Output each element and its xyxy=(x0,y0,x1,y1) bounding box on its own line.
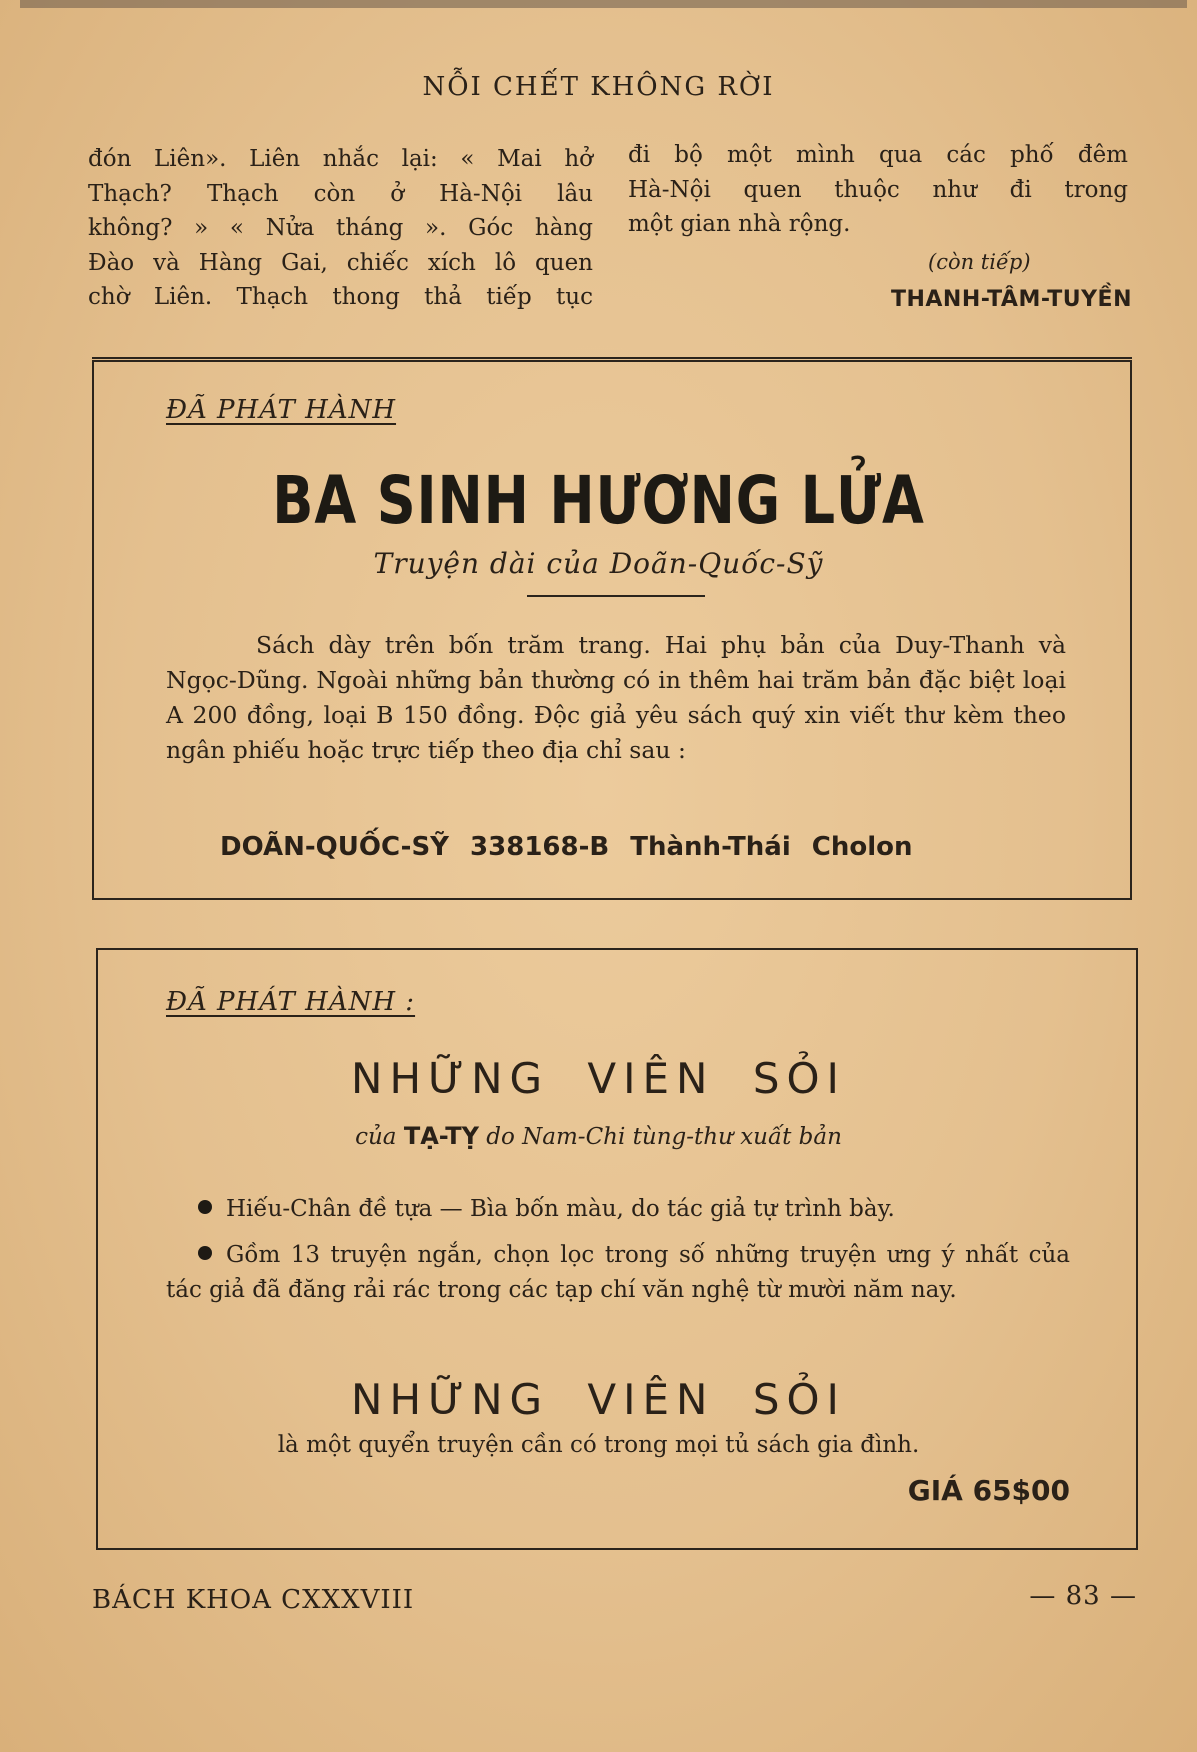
article-right-column xyxy=(628,138,1128,242)
article-line: Hà-Nội quen thuộc như đi trong xyxy=(628,176,1128,203)
footer-page-number: — 83 — xyxy=(1029,1581,1137,1611)
article-left-column xyxy=(88,142,593,315)
ad1-paragraph-text: Sách dày trên bốn trăm trang. Hai phụ bản của Duy-Thanh và Ngọc-Dũng. Ngoài những bản thường có in thêm hai trăm bản đặc biệt loại A 200 đồng, loại B 150 đồng. Độc giả yêu sách quý xin viết thư kèm theo ngân phiếu hoặc trực tiếp theo địa chỉ sau : xyxy=(166,631,1066,764)
ad2-byline-author: TẠ-TỴ xyxy=(403,1122,479,1150)
article-line: Đào và Hàng Gai, chiếc xích lô quen xyxy=(88,249,593,276)
ad1-title: BA SINH HƯƠNG LỬA xyxy=(272,462,925,539)
article-author: THANH-TÂM-TUYỀN xyxy=(890,287,1132,312)
ad2-byline-post: do Nam-Chi tùng-thư xuất bản xyxy=(486,1124,842,1150)
article-line: chờ Liên. Thạch thong thả tiếp tục xyxy=(88,284,593,310)
ad1-top-rule xyxy=(92,357,1132,359)
ad1-paragraph xyxy=(166,628,1066,768)
ad2-bullet-text: Hiếu-Chân đề tựa — Bìa bốn màu, do tác giả tự trình bày. xyxy=(226,1196,895,1222)
footer-publication: BÁCH KHOA CXXXVIII xyxy=(92,1585,415,1615)
ad1-byline-rule xyxy=(527,595,705,597)
continued-note: (còn tiếp) xyxy=(928,250,1031,274)
ad2-label: ĐÃ PHÁT HÀNH : xyxy=(166,987,416,1017)
running-header: NỖI CHẾT KHÔNG RỜI xyxy=(422,72,775,102)
ad2-bullet-text: Gồm 13 truyện ngắn, chọn lọc trong số những truyện ưng ý nhất của tác giả đã đăng rải rác trong các tạp chí văn nghệ từ mười năm nay. xyxy=(166,1242,1070,1303)
ad2-byline-pre: của xyxy=(355,1124,397,1150)
bullet-dot-icon xyxy=(198,1200,212,1214)
article-line: Thạch? Thạch còn ở Hà-Nội lâu xyxy=(88,180,593,207)
article-line: không? » « Nửa tháng ». Góc hàng xyxy=(88,215,593,241)
ad2-byline xyxy=(0,1122,1197,1150)
ad1-byline: Truyện dài của Doãn-Quốc-Sỹ xyxy=(373,547,824,580)
ad2-bullet-item xyxy=(166,1238,1070,1308)
ad1-address: DOÃN-QUỐC-SỸ 338168-B Thành-Thái Cholon xyxy=(220,832,913,862)
ad2-tagline: là một quyển truyện cần có trong mọi tủ sách gia đình. xyxy=(277,1432,920,1458)
ad2-price: GIÁ 65$00 xyxy=(907,1474,1070,1507)
article-line: đón Liên». Liên nhắc lại: « Mai hở xyxy=(88,146,593,172)
ad1-label: ĐÃ PHÁT HÀNH xyxy=(166,395,397,425)
ad2-title-repeat: NHỮNG VIÊN SỎI xyxy=(351,1375,846,1424)
ad2-bullet-list xyxy=(166,1192,1070,1308)
ad2-bullet-item xyxy=(198,1192,1070,1227)
ad2-title: NHỮNG VIÊN SỎI xyxy=(351,1054,846,1103)
article-line: một gian nhà rộng. xyxy=(628,211,851,237)
article-line: đi bộ một mình qua các phố đêm xyxy=(628,142,1128,168)
page-top-edge xyxy=(20,0,1187,8)
bullet-dot-icon xyxy=(198,1246,212,1260)
